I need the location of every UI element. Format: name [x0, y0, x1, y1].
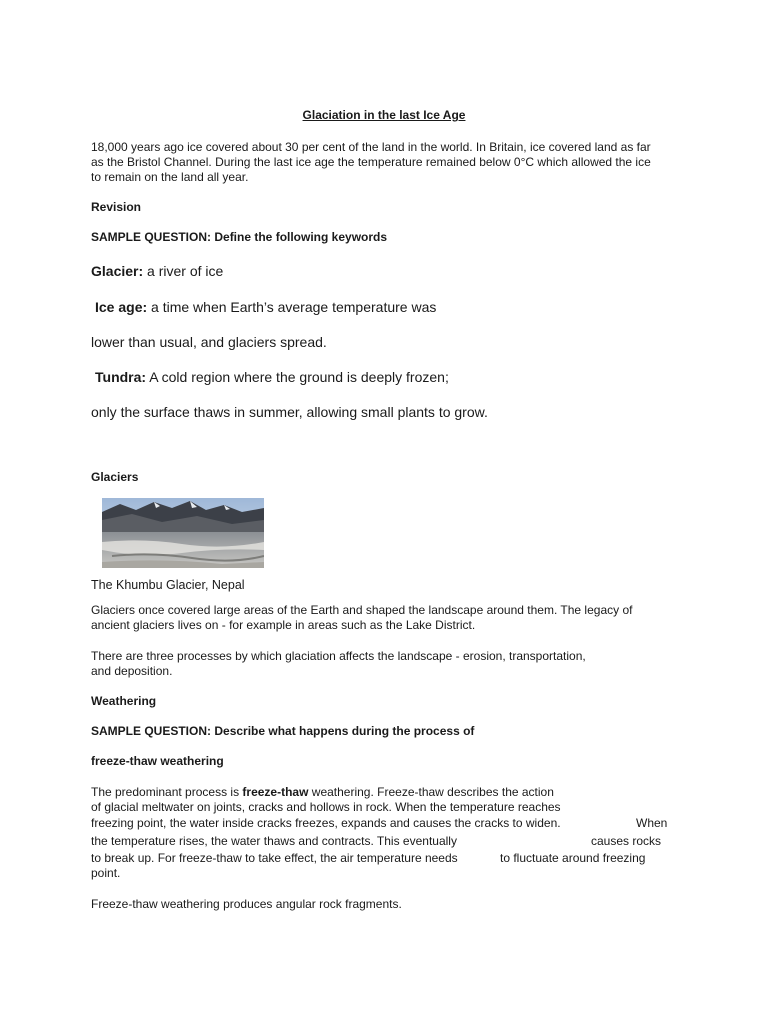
- sample-question-1: [91, 230, 387, 245]
- paragraph-line: and deposition.: [91, 664, 173, 678]
- glaciers-heading: Glaciers: [91, 470, 139, 484]
- paragraph-line: freezing point, the water inside cracks freezes, expands and causes the cracks to widen.: [91, 816, 561, 830]
- keyword-term: Tundra:: [95, 369, 147, 385]
- sample-question-2-continuation: freeze-thaw weathering: [91, 754, 224, 768]
- intro-line: as the Bristol Channel. During the last ice age the temperature remained below 0°C which allowed the ice: [91, 155, 651, 169]
- keyword-continuation: lower than usual, and glaciers spread.: [91, 334, 327, 350]
- keyword-tundra: [95, 369, 449, 386]
- sample-question-2: [91, 724, 474, 739]
- keyword-glacier: [91, 263, 223, 280]
- sample-question-text: Describe what happens during the process of: [211, 724, 475, 738]
- paragraph-line: point.: [91, 866, 121, 880]
- photo-caption: The Khumbu Glacier, Nepal: [91, 578, 245, 592]
- paragraph-line: to break up. For freeze-thaw to take effect, the air temperature needs: [91, 851, 458, 865]
- sample-question-prefix: SAMPLE QUESTION:: [91, 724, 212, 738]
- paragraph-line: There are three processes by which glaciation affects the landscape - erosion, transportation,: [91, 649, 586, 663]
- paragraph-line: ancient glaciers lives on - for example in areas such as the Lake District.: [91, 618, 476, 632]
- keyword-definition: a time when Earth’s average temperature was: [147, 299, 437, 315]
- text-run: weathering. Freeze-thaw describes the action: [308, 785, 554, 799]
- khumbu-glacier-photo: [102, 498, 264, 568]
- sample-question-text: Define the following keywords: [211, 230, 388, 244]
- revision-heading: Revision: [91, 200, 142, 214]
- intro-line: to remain on the land all year.: [91, 170, 249, 184]
- paragraph-line: of glacial meltwater on joints, cracks and hollows in rock. When the temperature reaches: [91, 800, 561, 814]
- paragraph-line: Glaciers once covered large areas of the Earth and shaped the landscape around them. The legacy of: [91, 603, 633, 617]
- keyword-ice-age: [95, 299, 436, 316]
- page-title: Glaciation in the last Ice Age: [302, 108, 466, 122]
- bold-term: freeze-thaw: [242, 785, 309, 799]
- paragraph-line: [91, 785, 554, 800]
- text-run: The predominant process is: [91, 785, 243, 799]
- closing-line: Freeze-thaw weathering produces angular rock fragments.: [91, 897, 402, 911]
- keyword-definition: a river of ice: [143, 263, 224, 279]
- paragraph-line-right: causes rocks: [591, 834, 662, 848]
- paragraph-line-right: to fluctuate around freezing: [500, 851, 646, 865]
- keyword-continuation: only the surface thaws in summer, allowing small plants to grow.: [91, 404, 488, 420]
- keyword-definition: A cold region where the ground is deeply frozen;: [146, 369, 449, 385]
- keyword-term: Glacier:: [91, 263, 144, 279]
- paragraph-line: the temperature rises, the water thaws and contracts. This eventually: [91, 834, 457, 848]
- keyword-term: Ice age:: [95, 299, 148, 315]
- intro-line: 18,000 years ago ice covered about 30 per cent of the land in the world. In Britain, ice covered land as far: [91, 140, 651, 154]
- weathering-heading: Weathering: [91, 694, 157, 708]
- paragraph-line-right: When: [636, 816, 668, 830]
- sample-question-prefix: SAMPLE QUESTION:: [91, 230, 212, 244]
